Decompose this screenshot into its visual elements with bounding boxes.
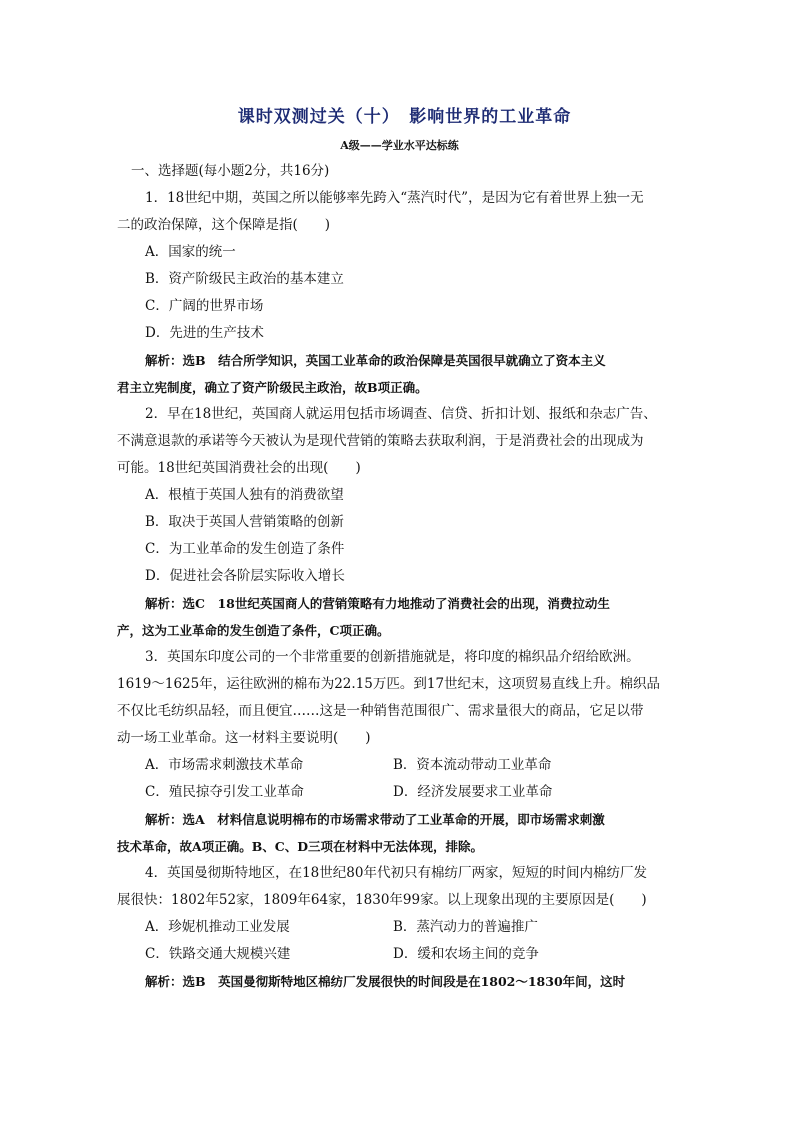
option-d: D．经济发展要求工业革命 [393,784,553,800]
page-subtitle: A级——学业水平达标练 [340,139,459,152]
option-c: C．铁路交通大规模兴建 [145,946,291,962]
question-stem: 2．早在18世纪，英国商人就运用包括市场调查、信贷、折扣计划、报纸和杂志广告、 [145,406,657,422]
option-a: A．珍妮机推动工业发展 [145,919,290,935]
option-c: C．为工业革命的发生创造了条件 [145,541,345,557]
section-heading: 一、选择题(每小题2分，共16分) [131,163,330,179]
analysis: 君主立宪制度，确立了资产阶级民主政治，故B项正确。 [117,380,428,395]
analysis: 解析：选C 18世纪英国商人的营销策略有力地推动了消费社会的出现，消费拉动生 [145,596,610,611]
question-stem: 不满意退款的承诺等今天被认为是现代营销的策略去获取利润，于是消费社会的出现成为 [117,433,644,449]
question-4 [117,860,677,995]
question-2 [117,401,677,644]
option-row [117,941,677,968]
option-d: D．促进社会各阶层实际收入增长 [145,568,345,584]
page-title: 课时双测过关（十） 影响世界的工业革命 [237,107,572,127]
option-row [117,914,677,941]
analysis: 解析：选B 结合所学知识，英国工业革命的政治保障是英国很早就确立了资本主义 [145,353,606,368]
option-a: A．市场需求刺激技术革命 [145,757,304,773]
option-row [117,779,677,806]
option-c: C．广阔的世界市场 [145,298,264,314]
question-stem: 展很快：1802年52家，1809年64家，1830年99家。以上现象出现的主要原因是( ) [117,892,647,908]
question-stem: 动一场工业革命。这一材料主要说明( ) [117,730,371,746]
analysis: 解析：选A 材料信息说明棉布的市场需求带动了工业革命的开展，即市场需求刺激 [145,812,605,827]
option-b: B．资本流动带动工业革命 [393,757,552,773]
option-a: A．国家的统一 [145,244,236,260]
question-stem: 3．英国东印度公司的一个非常重要的创新措施就是，将印度的棉织品介绍给欧洲。 [145,649,640,665]
option-a: A．根植于英国人独有的消费欲望 [145,487,344,503]
option-row [117,752,677,779]
question-stem: 4．英国曼彻斯特地区，在18世纪80年代初只有棉纺厂两家，短短的时间内棉纺厂发 [145,865,647,881]
option-b: B．取决于英国人营销策略的创新 [145,514,344,530]
document-page [117,100,677,995]
question-3 [117,644,677,860]
option-b: B．蒸汽动力的普遍推广 [393,919,538,935]
option-b: B．资产阶级民主政治的基本建立 [145,271,344,287]
option-c: C．殖民掠夺引发工业革命 [145,784,304,800]
question-stem: 1．18世纪中期，英国之所以能够率先跨入“蒸汽时代”，是因为它有着世界上独一无 [145,190,644,206]
question-stem: 不仅比毛纺织品轻，而且便宜……这是一种销售范围很广、需求量很大的商品，它足以带 [117,703,644,719]
option-d: D．先进的生产技术 [145,325,264,341]
analysis: 技术革命，故A项正确。B、C、D三项在材料中无法体现，排除。 [117,839,484,854]
option-d: D．缓和农场主间的竞争 [393,946,539,962]
question-1 [117,185,677,401]
question-stem: 二的政治保障，这个保障是指( ) [117,217,331,233]
analysis: 解析：选B 英国曼彻斯特地区棉纺厂发展很快的时间段是在1802～1830年间，这时 [145,974,626,989]
analysis: 产，这为工业革命的发生创造了条件，C项正确。 [117,623,390,638]
question-stem: 1619～1625年，运往欧洲的棉布为22.15万匹。到17世纪末，这项贸易直线上升。棉织品 [117,676,661,692]
question-stem: 可能。18世纪英国消费社会的出现( ) [117,460,361,476]
